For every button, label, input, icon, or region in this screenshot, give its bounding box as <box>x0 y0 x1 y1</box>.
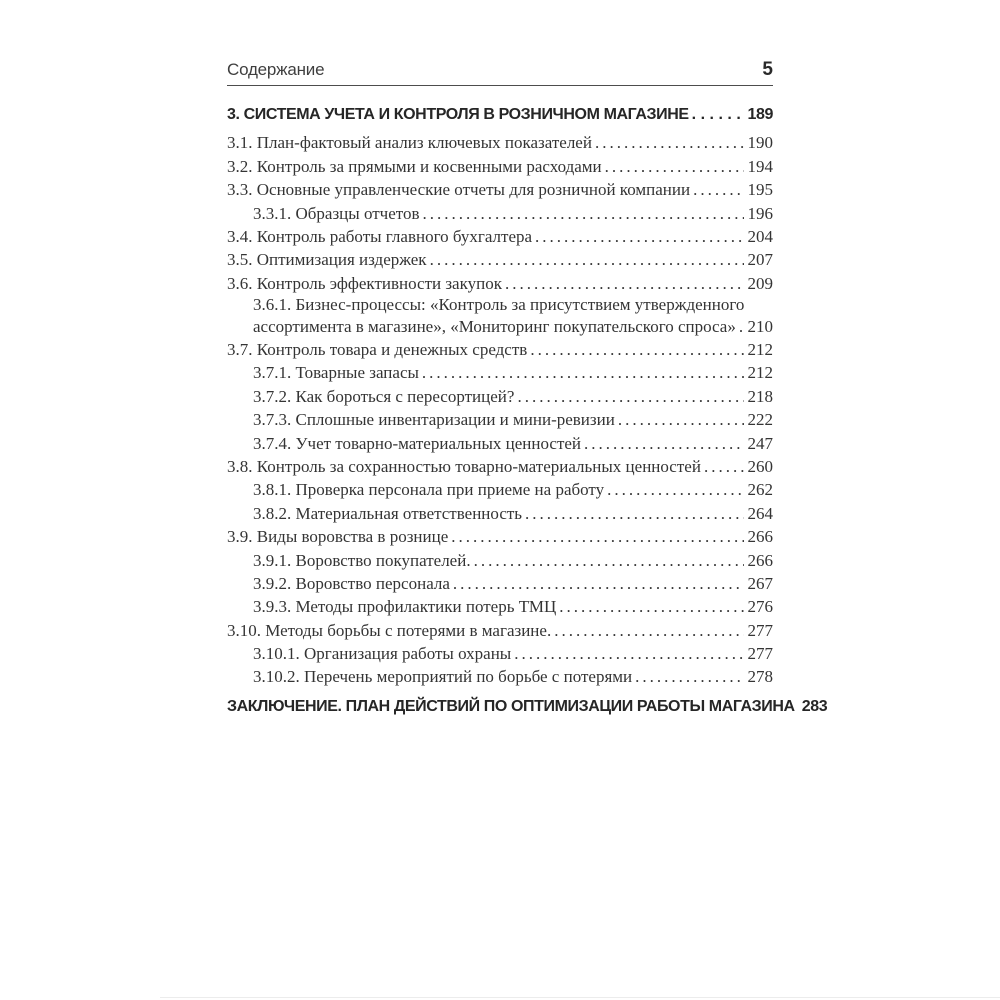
toc-entry-page: 196 <box>747 203 773 223</box>
toc-row <box>227 155 773 178</box>
toc-entry-title: 3.7.3. Сплошные инвентаризации и мини-ревизии <box>253 410 615 430</box>
dot-leader <box>556 595 743 618</box>
dot-leader <box>448 525 743 548</box>
toc-entry-title: 3.10. Методы борьбы с потерями в магазине. <box>227 620 552 640</box>
dot-leader <box>511 642 743 665</box>
toc-entry-page: 247 <box>747 433 773 453</box>
toc-entry-page: 194 <box>747 156 773 176</box>
toc-entry-page: 283 <box>801 697 828 715</box>
toc-row-chapter <box>227 103 773 126</box>
toc-row <box>227 248 773 271</box>
toc-entry-title: 3.6. Контроль эффективности закупок <box>227 273 502 293</box>
toc-entry-title: 3.9.1. Воровство покупателей. <box>253 550 471 570</box>
dot-leader <box>604 478 743 501</box>
dot-leader <box>420 202 744 225</box>
toc-entry-title: 3.7. Контроль товара и денежных средств <box>227 340 528 360</box>
toc-row <box>227 385 773 408</box>
toc-entry-title: 3.9.3. Методы профилактики потерь ТМЦ <box>253 597 557 617</box>
dot-leader <box>592 131 744 154</box>
dot-leader <box>689 103 744 126</box>
toc-entry-page: 209 <box>747 273 773 293</box>
toc-entry-title: 3.4. Контроль работы главного бухгалтера <box>227 226 533 246</box>
dot-leader <box>532 225 743 248</box>
toc-row <box>227 432 773 455</box>
dot-leader <box>419 361 744 384</box>
toc-row <box>227 338 773 361</box>
toc-entry-page: 262 <box>747 480 773 500</box>
toc-entry-title: 3.7.1. Товарные запасы <box>253 363 419 383</box>
toc-row <box>227 642 773 665</box>
toc-entry-title: 3.3. Основные управленческие отчеты для розничной компании <box>227 180 691 200</box>
toc-entry-title: 3.8.1. Проверка персонала при приеме на работу <box>253 480 605 500</box>
toc-row <box>227 295 773 315</box>
toc-entry-title: 3.2. Контроль за прямыми и косвенными расходами <box>227 156 602 176</box>
toc-row <box>227 665 773 688</box>
toc-entry-page: 276 <box>747 597 773 617</box>
page-number: 5 <box>762 59 773 80</box>
dot-leader <box>427 248 744 271</box>
toc-entry-page: 264 <box>747 503 773 523</box>
toc-entry-page: 195 <box>747 180 773 200</box>
toc-entry-title: ассортимента в магазине», «Мониторинг покупательского спроса» <box>253 316 736 336</box>
page-header <box>227 0 773 81</box>
toc-row <box>227 178 773 201</box>
toc-entry-page: 260 <box>747 456 773 476</box>
toc-row <box>227 202 773 225</box>
toc-row <box>227 619 773 642</box>
toc-list <box>227 103 828 718</box>
toc-entry-title: 3.5. Оптимизация издержек <box>227 250 427 270</box>
dot-leader <box>514 385 743 408</box>
toc-row <box>227 455 773 478</box>
toc-row <box>227 572 773 595</box>
toc-entry-title: 3.7.4. Учет товарно-материальных ценностей <box>253 433 582 453</box>
toc-entry-title: 3.8.2. Материальная ответственность <box>253 503 523 523</box>
toc-entry-page: 190 <box>747 133 773 153</box>
header-rule <box>227 85 773 86</box>
toc-row <box>227 478 773 501</box>
toc-entry-page: 210 <box>747 316 773 336</box>
dot-leader <box>795 695 798 718</box>
photo-bottom-edge <box>160 997 1000 998</box>
dot-leader <box>471 549 744 572</box>
toc-row <box>227 131 773 154</box>
toc-entry-title: 3.7.2. Как бороться с пересортицей? <box>253 386 515 406</box>
page-content <box>227 0 828 718</box>
toc-entry-page: 189 <box>747 106 773 123</box>
running-title: Содержание <box>227 60 325 79</box>
toc-entry-title: 3.9. Виды воровства в рознице <box>227 527 449 547</box>
toc-entry-page: 212 <box>747 340 773 360</box>
dot-leader <box>602 155 744 178</box>
toc-entry-title: 3.6.1. Бизнес-процессы: «Контроль за присутствием утвержденного <box>253 295 745 315</box>
dot-leader <box>690 178 743 201</box>
toc-entry-page: 204 <box>747 226 773 246</box>
toc-entry-page: 218 <box>747 386 773 406</box>
toc-row-conclusion <box>227 695 828 718</box>
toc-row <box>227 549 773 572</box>
toc-entry-page: 267 <box>747 573 773 593</box>
toc-entry-title: 3.3.1. Образцы отчетов <box>253 203 420 223</box>
dot-leader <box>551 619 743 642</box>
toc-row <box>227 502 773 525</box>
toc-row <box>227 225 773 248</box>
dot-leader <box>581 432 743 455</box>
dot-leader <box>527 338 743 361</box>
toc-row <box>227 525 773 548</box>
toc-entry-title: 3.10.1. Организация работы охраны <box>253 644 512 664</box>
dot-leader <box>701 455 744 478</box>
toc-row <box>227 595 773 618</box>
dot-leader <box>502 272 744 295</box>
toc-entry-page: 266 <box>747 550 773 570</box>
dot-leader <box>736 315 744 338</box>
toc-entry-page: 212 <box>747 363 773 383</box>
dot-leader <box>615 408 744 431</box>
toc-entry-page: 277 <box>747 620 773 640</box>
dot-leader <box>632 665 743 688</box>
toc-entry-title: 3.8. Контроль за сохранностью товарно-материальных ценностей <box>227 456 701 476</box>
dot-leader <box>450 572 744 595</box>
dot-leader <box>522 502 743 525</box>
toc-row <box>227 315 773 338</box>
toc-row <box>227 408 773 431</box>
toc-row <box>227 361 773 384</box>
toc-entry-page: 222 <box>747 410 773 430</box>
toc-entry-page: 207 <box>747 250 773 270</box>
toc-entry-page: 278 <box>747 667 773 687</box>
toc-entry-title: 3.9.2. Воровство персонала <box>253 573 450 593</box>
toc-entry-title: 3.1. План-фактовый анализ ключевых показателей <box>227 133 592 153</box>
toc-entry-title: 3. СИСТЕМА УЧЕТА И КОНТРОЛЯ В РОЗНИЧНОМ МАГАЗИНЕ <box>227 106 689 123</box>
toc-entry-page: 277 <box>747 644 773 664</box>
toc-entry-page: 266 <box>747 527 773 547</box>
toc-entry-title: ЗАКЛЮЧЕНИЕ. ПЛАН ДЕЙСТВИЙ ПО ОПТИМИЗАЦИИ РАБОТЫ МАГАЗИНА <box>227 697 795 715</box>
toc-entry-title: 3.10.2. Перечень мероприятий по борьбе с потерями <box>253 667 633 687</box>
toc-row <box>227 272 773 295</box>
